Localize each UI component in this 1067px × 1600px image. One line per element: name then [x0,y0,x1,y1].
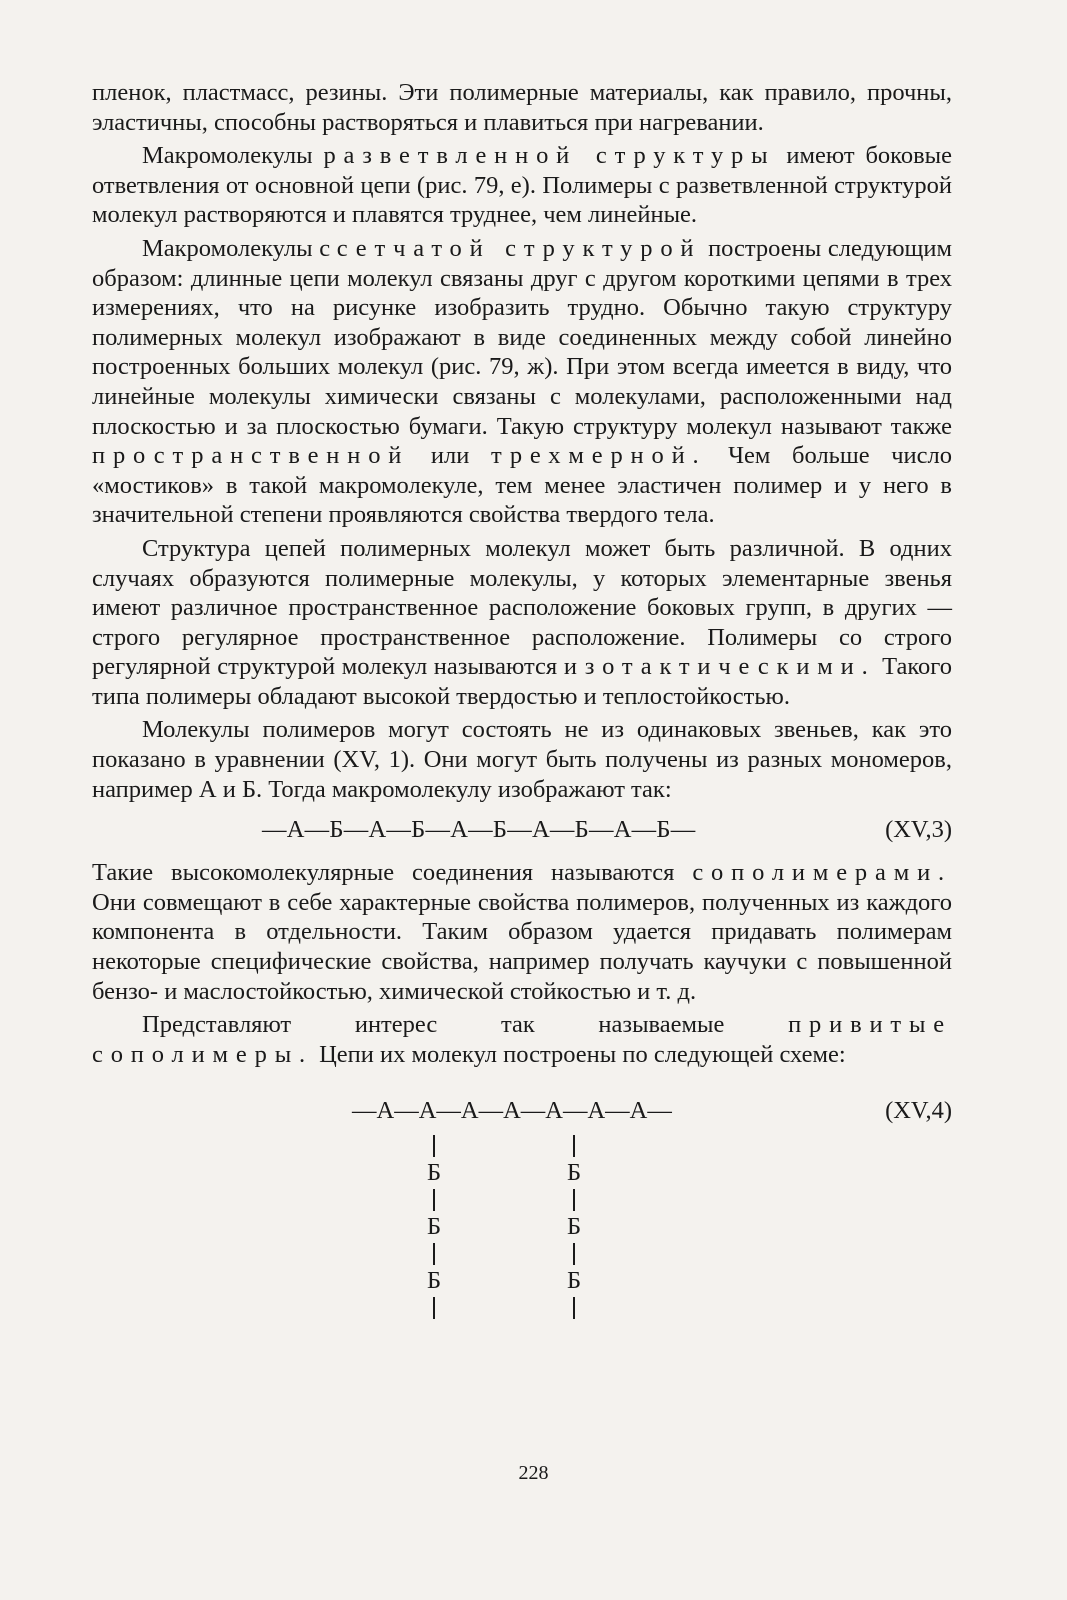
emphasized-term: сетчатой структурой [336,234,702,262]
branch-unit: Б [426,1159,442,1187]
branch-unit: Б [426,1213,442,1241]
formula-xv-3 [92,808,952,858]
page-number: 228 [518,1462,549,1484]
emphasized-term: изотактическими. [563,653,876,681]
bond-line [573,1135,575,1157]
branch-unit: Б [566,1267,582,1295]
bond-line [573,1189,575,1211]
text-span: Макромолекулы [142,142,324,170]
page-content [92,78,952,1403]
text-span: Структура цепей полимерных молекул может быть различной. В одних случаях образуются полимерные молекулы, у которых элементарные звенья имеют различное пространственное расположение боковых групп, в других — строго регулярное пространственное расположение. Полимеры со строго регулярной структурой молекул называются [92,534,952,681]
text-span: Чем больше число «мостиков» в такой макромолекуле, тем менее эластичен полимер и у него в значительной степени проявляются свойства твердого тела. [92,442,953,529]
text-span: или [409,442,491,470]
graft-branch-right [564,1133,584,1321]
emphasized-term: трехмерной. [490,442,707,470]
emphasized-term: сополимерами. [692,859,952,887]
bond-line [573,1297,575,1319]
paragraph-6 [92,858,952,1006]
graft-branch-left [424,1133,444,1321]
text-span: Цепи их молекул построены по следующей схеме: [312,1040,846,1068]
text-span: имеют боковые ответвления от основной цепи (рис. 79, е). Полимеры с разветвленной структурой молекул растворяются и плавятся труднее, чем линейные. [92,142,952,229]
bond-line [433,1189,435,1211]
bond-line [433,1135,435,1157]
equation-number: (XV,3) [885,816,952,844]
text-span: Они совмещают в себе характерные свойства полимеров, полученных из каждого компонента в отдельности. Таким образом удается придавать полимерам некоторые специфические свойства, например получать каучуки с повышенной бензо- и маслостойкостью, химической стойкостью и т. д. [92,888,952,1005]
formula-expression: —А—Б—А—Б—А—Б—А—Б—А—Б— [262,816,696,844]
bond-line [433,1297,435,1319]
text-span: Представляют интерес так называемые [142,1011,789,1039]
text-span: Макромолекулы с [142,234,337,262]
text-span: Такие высокомолекулярные соединения называются [92,859,693,887]
paragraph-2 [92,141,952,230]
bond-line [573,1243,575,1265]
emphasized-term: привитые сополимеры. [92,1011,952,1068]
emphasized-term: пространственной [92,442,410,470]
formula-xv-4 [92,1073,952,1403]
text-span: построены следующим образом: длинные цепи молекул связаны друг с другом короткими цепями в трех измерениях, что на рисунке изобразить трудно. Обычно такую структуру полимерных молекул изображают в виде соединенных между собой линейно построенных больших молекул (рис. 79, ж). При этом всегда имеется в виду, что линейные молекулы химически связаны с молекулами, расположенными над плоскостью и за плоскостью бумаги. Такую структуру молекул называют также [92,234,953,440]
branch-unit: Б [566,1213,582,1241]
paragraph-1: пленок, пластмасс, резины. Эти полимерные материалы, как правило, прочны, эластичны, способны растворяться и плавиться при нагревании. [92,79,952,136]
main-chain: —А—А—А—А—А—А—А— [352,1097,672,1125]
equation-number: (XV,4) [885,1097,952,1125]
emphasized-term: разветвленной структуры [323,142,776,170]
branch-unit: Б [566,1159,582,1187]
text-span: Такого типа полимеры обладают высокой твердостью и теплостойкостью. [92,653,952,710]
paragraph-3 [92,234,952,530]
paragraph-4 [92,534,952,712]
bond-line [433,1243,435,1265]
paragraph-7 [92,1010,952,1069]
paragraph-5: Молекулы полимеров могут состоять не из одинаковых звеньев, как это показано в уравнении (XV, 1). Они могут быть получены из разных мономеров, например А и Б. Тогда макромолекулу изображают так: [92,716,952,803]
branch-unit: Б [426,1267,442,1295]
